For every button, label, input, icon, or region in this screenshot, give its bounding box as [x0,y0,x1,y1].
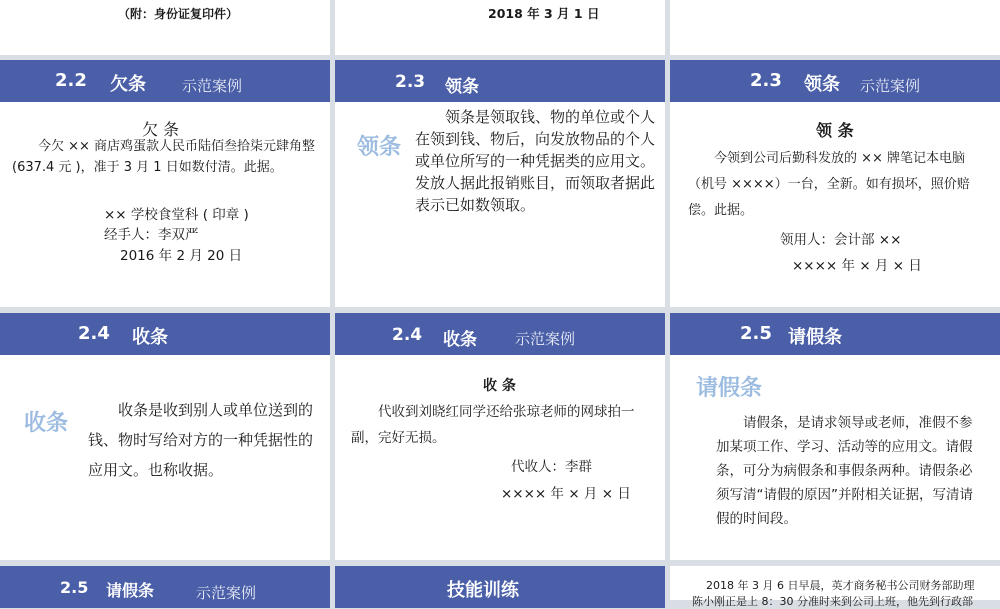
doc-title: 领 条 [816,121,854,140]
doc-title: 收 条 [483,378,516,394]
doc-body: 代收到刘晓红同学还给张琼老师的网球拍一副，完好无损。 [351,404,635,446]
keyword-label: 收条 [24,411,69,436]
slide-shoutiao-definition [0,313,330,560]
section-subtitle: 示范案例 [196,584,257,602]
section-title: 请假条 [106,581,155,600]
section-title: 欠条 [110,74,146,95]
definition-body: 领条是领取钱、物的单位或个人在领到钱、物后，向发放物品的个人或单位所写的一种凭据类的应用文。发放人据此报销账目，而领取者据此表示已如数领取。 [415,108,656,214]
slide-bottom-right [670,566,1000,608]
slide-shoutiao-example [335,313,665,560]
exercise-text-line-1: 2018 年 3 月 6 日早晨，英才商务秘书公司财务部助理 [706,579,975,592]
doc-signer: 领用人：会计部 ×× [780,232,902,248]
keyword-label: 请假条 [696,376,763,401]
slide-lingtiao-example [670,60,1000,307]
section-title: 领条 [445,77,479,97]
doc-date: ×××× 年 × 月 × 日 [792,258,922,274]
slide-top-left [0,0,330,55]
section-number: 2.4 [78,323,110,344]
slide-header [670,60,1000,102]
slide-top-mid [335,0,665,55]
doc-date: ×××× 年 × 月 × 日 [501,486,631,502]
keyword-label: 领条 [357,135,402,160]
section-number: 2.5 [740,323,772,344]
slide-qingjiatiao-definition [670,313,1000,560]
attachment-note: （附：身份证复印件） [118,7,239,21]
slide-bottom-left [0,566,330,600]
slide-bottom-mid [335,566,665,600]
section-number: 2.4 [392,325,423,345]
doc-body: 今领到公司后勤科发放的 ×× 牌笔记本电脑（机号 ××××）一台，全新。如有损坏，照价赔偿。此据。 [688,151,970,218]
exercise-text-line-2: 陈小刚正是上 8：30 分准时来到公司上班，他先到行政部 [692,595,973,608]
slide-header [335,60,665,102]
section-title: 领条 [804,74,840,95]
doc-signer: ×× 学校食堂科 ( 印章 ) [104,207,249,223]
definition-body: 收条是收到别人或单位送到的钱、物时写给对方的一种凭据性的应用文。也称收据。 [88,401,314,479]
section-title: 收条 [132,327,168,348]
top-date: 2018 年 3 月 1 日 [488,6,600,21]
slide-header [335,313,665,355]
section-number: 2.3 [750,70,782,91]
definition-body: 请假条，是请求领导或老师，准假不参加某项工作、学习、活动等的应用文。请假条，可分为病假条和事假条两种。请假条必须写清“请假的原因”并附相关证据，写清请假的时间段。 [716,415,973,527]
section-subtitle: 示范案例 [182,77,243,95]
slide-header [0,60,330,102]
slide-lingtiao-definition [335,60,665,307]
slide-header [0,566,330,608]
section-number: 2.2 [55,70,87,91]
section-title: 技能训练 [447,580,519,601]
slide-header [335,566,665,608]
slide-header [0,313,330,355]
section-subtitle: 示范案例 [860,77,921,95]
slide-qiantiao-example [0,60,330,307]
slide-header [670,313,1000,355]
slide-top-right [670,0,1000,55]
doc-body: 今欠 ×× 商店鸡蛋款人民币陆佰叁拾柒元肆角整 (637.4 元 )，准于 3 月 1 日如数付清。此据。 [12,139,316,175]
section-subtitle: 示范案例 [515,330,576,348]
doc-title: 欠 条 [142,120,180,139]
doc-signer: 代收人：李群 [511,459,592,475]
doc-handler: 经手人：李双严 [104,227,199,243]
doc-date: 2016 年 2 月 20 日 [120,248,243,264]
section-title: 收条 [443,330,477,350]
section-title: 请假条 [788,327,842,348]
section-number: 2.5 [60,578,89,597]
section-number: 2.3 [395,72,426,92]
